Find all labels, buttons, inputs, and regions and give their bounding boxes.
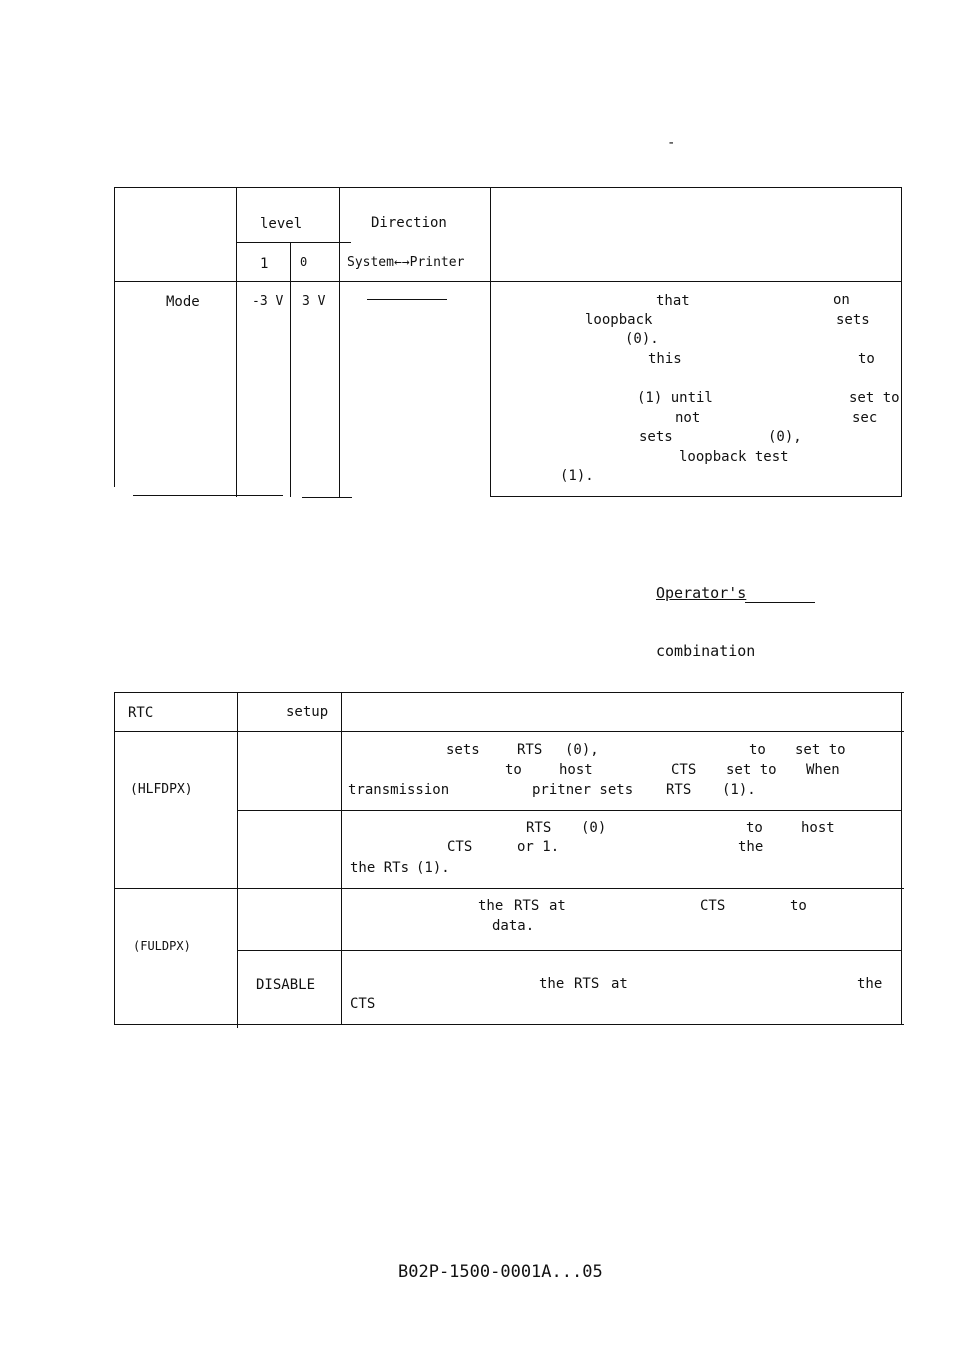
hl-r1-word: to bbox=[749, 742, 766, 758]
t2-bottom-border bbox=[114, 1024, 904, 1025]
fu-r2-word: the bbox=[539, 976, 565, 992]
t1-col-level0 bbox=[290, 242, 291, 497]
hl-r1-word: to bbox=[505, 762, 522, 778]
t2-hlfdpx-mid bbox=[237, 810, 902, 811]
t2-col-setup bbox=[237, 692, 238, 1028]
hl-r2-word: (1). bbox=[416, 860, 450, 876]
hl-r1-word: When bbox=[806, 762, 840, 778]
t1-direction-dash bbox=[367, 299, 447, 300]
fu-r2-word: CTS bbox=[350, 996, 376, 1012]
level-0-header: 0 bbox=[300, 255, 308, 269]
fu-r1-word: CTS bbox=[700, 898, 726, 914]
t2-section-divider bbox=[114, 888, 904, 889]
level-1-header: 1 bbox=[260, 256, 269, 272]
hl-r2-word: RTS bbox=[526, 820, 552, 836]
fu-r2-word: at bbox=[611, 976, 628, 992]
operators-underline-ext bbox=[745, 602, 815, 603]
hl-r2-word: CTS bbox=[447, 839, 473, 855]
document-code: B02P-1500-0001A...05 bbox=[398, 1262, 603, 1282]
t1-left-border bbox=[114, 187, 115, 487]
t2-top-border bbox=[114, 692, 904, 693]
operators-reference: Operator's bbox=[656, 584, 747, 602]
fu-r1-word: RTS bbox=[514, 898, 540, 914]
volt-1: -3 V bbox=[252, 294, 284, 309]
desc-word: loopback bbox=[585, 312, 653, 328]
hl-r1-word: (0), bbox=[565, 742, 599, 758]
desc-word: on bbox=[833, 292, 850, 308]
hl-r1-word: host bbox=[559, 762, 593, 778]
fuldpx-label: (FULDPX) bbox=[133, 939, 191, 953]
t1-bottom-left-border bbox=[133, 495, 283, 496]
desc-word: to bbox=[858, 351, 875, 367]
desc-word: that bbox=[656, 293, 690, 309]
t1-header-divider bbox=[236, 242, 351, 243]
desc-word: sets bbox=[639, 429, 673, 445]
t2-col-desc bbox=[341, 692, 342, 1024]
direction-value: System←→Printer bbox=[347, 255, 465, 270]
desc-word: not bbox=[675, 410, 701, 426]
t2-right-border bbox=[901, 692, 902, 1024]
t1-right-border bbox=[901, 187, 902, 497]
hl-r2-word: the bbox=[738, 839, 764, 855]
t1-col-level bbox=[236, 187, 237, 497]
setup-header: setup bbox=[286, 704, 329, 720]
hl-r1-word: transmission bbox=[348, 782, 450, 798]
fu-r1-word: to bbox=[790, 898, 807, 914]
volt-0: 3 V bbox=[302, 294, 326, 309]
hl-r1-word: sets bbox=[446, 742, 480, 758]
hl-r2-word: to bbox=[746, 820, 763, 836]
desc-word: (0). bbox=[625, 331, 659, 347]
hl-r1-word: CTS bbox=[671, 762, 697, 778]
t2-header-divider bbox=[114, 731, 904, 732]
desc-word: (1) until bbox=[637, 390, 713, 406]
t1-mid-border bbox=[114, 281, 902, 282]
hl-r2-word: or 1. bbox=[517, 839, 560, 855]
hl-r1-word: set to bbox=[795, 742, 846, 758]
t1-col-direction bbox=[339, 187, 340, 497]
hl-r1-word: RTS bbox=[517, 742, 543, 758]
hl-r1-word: set to bbox=[726, 762, 777, 778]
hl-r1-word: RTS bbox=[666, 782, 692, 798]
hl-r1-word: (1). bbox=[722, 782, 756, 798]
level-header: level bbox=[260, 216, 303, 232]
hl-r2-word: (0) bbox=[581, 820, 607, 836]
t2-left-border bbox=[114, 692, 115, 1024]
hlfdpx-label: (HLFDPX) bbox=[130, 782, 193, 797]
fu-r1-word: the bbox=[478, 898, 504, 914]
t1-bottom-mid-border bbox=[302, 497, 352, 498]
desc-word: (0), bbox=[768, 429, 802, 445]
disable-setup: DISABLE bbox=[256, 977, 316, 993]
desc-word: set to bbox=[849, 390, 900, 406]
desc-word: (1). bbox=[560, 468, 594, 484]
fu-r2-word: RTS bbox=[574, 976, 600, 992]
top-dash: - bbox=[667, 135, 676, 151]
t1-col-desc bbox=[490, 187, 491, 497]
rtc-header: RTC bbox=[128, 705, 154, 721]
hl-r2-word: the RTs bbox=[350, 860, 410, 876]
desc-word: this bbox=[648, 351, 682, 367]
mode-label: Mode bbox=[166, 294, 200, 310]
desc-word: sec bbox=[852, 410, 878, 426]
fu-r1-word: at bbox=[549, 898, 566, 914]
t2-fuldpx-mid bbox=[237, 950, 902, 951]
t1-bottom-border bbox=[490, 496, 902, 497]
fu-r1-word: data. bbox=[492, 918, 535, 934]
hl-r2-word: host bbox=[801, 820, 835, 836]
direction-header: Direction bbox=[371, 215, 447, 231]
hl-r1-word: pritner sets bbox=[532, 782, 634, 798]
fu-r2-word: the bbox=[857, 976, 883, 992]
desc-word: loopback test bbox=[679, 449, 789, 465]
desc-word: sets bbox=[836, 312, 870, 328]
t1-top-border bbox=[114, 187, 902, 188]
combination-text: combination bbox=[656, 642, 756, 660]
